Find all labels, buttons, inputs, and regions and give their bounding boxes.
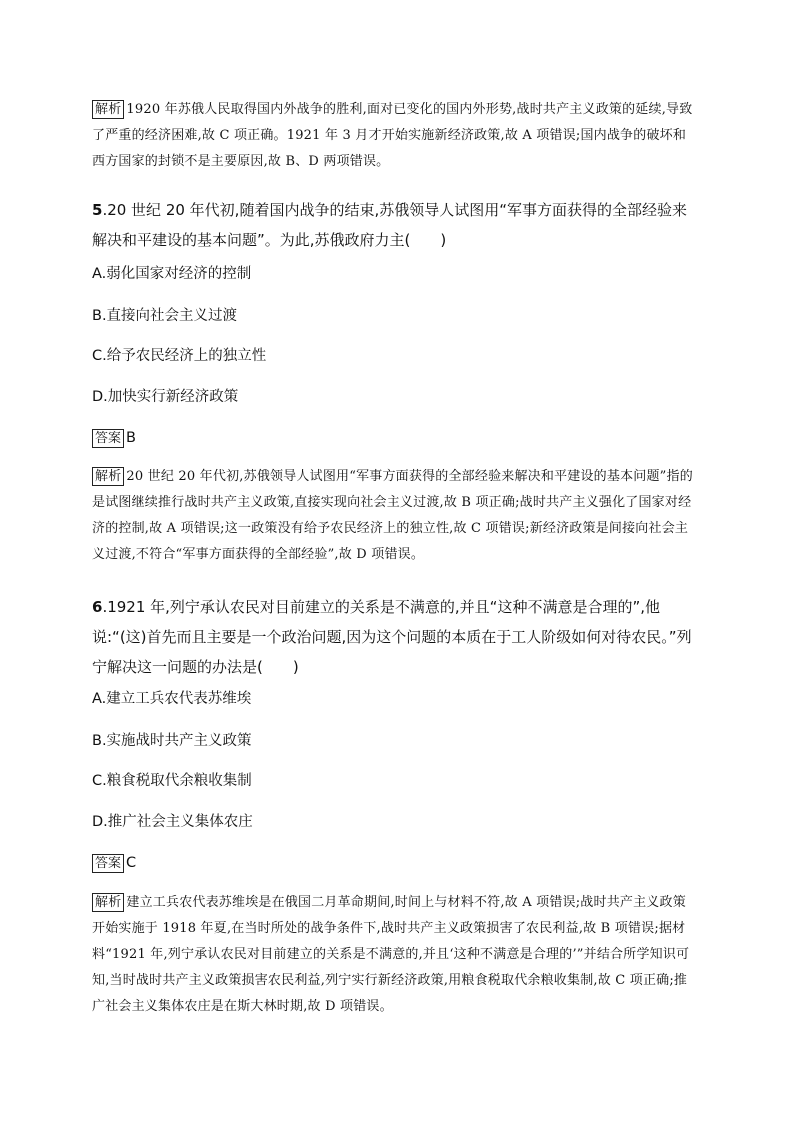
question-6-option-d: D.推广社会主义集体农庄 [92,814,253,830]
analysis-tag: 解析 [92,893,124,912]
prev-analysis [92,97,698,175]
question-5-option-a: A.弱化国家对经济的控制 [92,266,252,282]
question-5-analysis [92,464,698,568]
question-5-answer [92,428,698,448]
question-6-option-a: A.建立工兵农代表苏维埃 [92,691,252,707]
question-6-analysis-text: 建立工兵农代表苏维埃是在俄国二月革命期间,时间上与材料不符,故 A 项错误;战时共产主义政策开始实施于 1918 年夏,在当时所处的战争条件下,战时共产主义政策损害了农民利益,故 B 项错误;据材料“1921 年,列宁承认农民对目前建立的关系是不满意的,并且‘这种不满意是合理的’”并结合所学知识可知,当时战时共产主义政策损害农民利益,列宁实行新经济政策,用粮食税取代余粮收集制,故 C 项正确;推广社会主义集体农庄是在斯大林时期,故 D 项错误。 [92,895,690,1014]
question-5-option-c: C.给予农民经济上的独立性 [92,348,267,364]
question-5-text: .20 世纪 20 年代初,随着国内战争的结束,苏俄领导人试图用“军事方面获得的全部经验来解决和平建设的基本问题”。为此,苏俄政府力主( ) [92,201,687,249]
question-6-analysis [92,890,698,1020]
question-6-stem [92,592,698,682]
question-6-option-b: B.实施战时共产主义政策 [92,733,252,749]
prev-analysis-text: 1920 年苏俄人民取得国内外战争的胜利,面对已变化的国内外形势,战时共产主义政策的延续,导致了严重的经济困难,故 C 项正确。1921 年 3 月才开始实施新经济政策,故 A 项错误;国内战争的破坏和西方国家的封锁不是主要原因,故 B、D 两项错误。 [92,102,693,169]
question-5-stem [92,195,698,255]
analysis-tag: 解析 [92,467,124,486]
question-6-answer-value: C [126,855,137,871]
question-6-answer [92,853,698,873]
question-5-option-d: D.加快实行新经济政策 [92,389,239,405]
question-5-option-b: B.直接向社会主义过渡 [92,308,238,324]
question-5-analysis-text: 20 世纪 20 年代初,苏俄领导人试图用“军事方面获得的全部经验来解决和平建设的基本问题”指的是试图继续推行战时共产主义政策,直接实现向社会主义过渡,故 B 项正确;战时共产主义强化了国家对经济的控制,故 A 项错误;这一政策没有给予农民经济上的独立性,故 C 项错误;新经济政策是间接向社会主义过渡,不符合“军事方面获得的全部经验”,故 D 项错误。 [92,469,693,562]
question-5-answer-value: B [126,430,136,446]
question-6-option-c: C.粮食税取代余粮收集制 [92,773,252,789]
question-5-number: 5 [92,201,103,219]
analysis-tag: 解析 [92,100,124,119]
question-6-text: .1921 年,列宁承认农民对目前建立的关系是不满意的,并且“这种不满意是合理的”,他说:“(这)首先而且主要是一个政治问题,因为这个问题的本质在于工人阶级如何对待农民。”列宁解决这一问题的办法是( ) [92,598,692,676]
answer-tag: 答案 [92,854,124,873]
question-6-number: 6 [92,598,103,616]
answer-tag: 答案 [92,429,124,448]
